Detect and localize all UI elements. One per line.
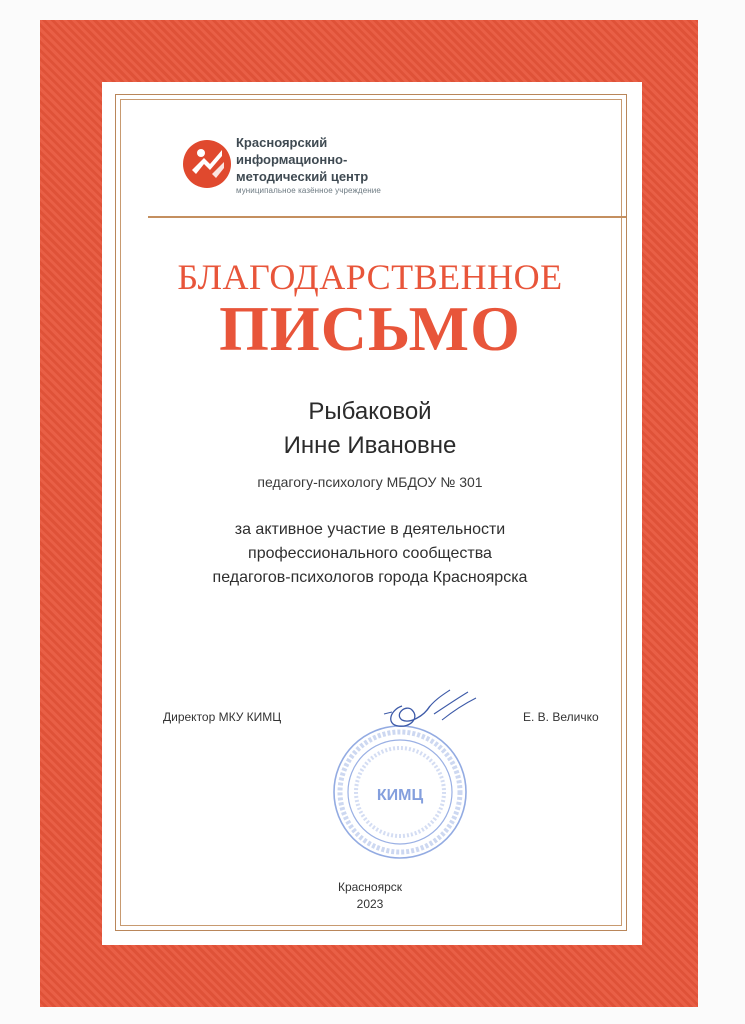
footer-city: Красноярск: [337, 880, 403, 894]
handwritten-signature: [372, 684, 482, 734]
merit-line-2: профессионального сообщества: [248, 545, 492, 562]
recipient-surname: Рыбаковой: [308, 398, 432, 425]
org-name: [236, 134, 368, 185]
signatory-role: Директор МКУ КИМЦ: [163, 710, 282, 724]
footer-year: 2023: [356, 897, 384, 911]
org-name-line-2: информационно-: [236, 152, 348, 167]
title-line-1: БЛАГОДАРСТВЕННОЕ: [177, 257, 563, 297]
recipient-given-names: Инне Ивановне: [283, 432, 457, 459]
merit-line-3: педагогов-психологов города Красноярска: [212, 569, 528, 586]
official-seal-stamp: [330, 722, 470, 862]
recipient-position: педагогу-психологу МБДОУ № 301: [257, 474, 483, 490]
title-line-2: ПИСЬМО: [219, 293, 521, 364]
header-divider: [148, 216, 626, 218]
merit-text: [100, 518, 640, 590]
org-name-line-1: Красноярский: [236, 135, 328, 150]
org-name-line-3: методический центр: [236, 169, 369, 184]
signatory-name: Е. В. Величко: [523, 710, 599, 724]
org-subtitle: муниципальное казённое учреждение: [236, 186, 381, 195]
kimc-logo-icon: [182, 134, 232, 192]
merit-line-1: за активное участие в деятельности: [234, 521, 506, 538]
seal-center-text: КИМЦ: [376, 787, 424, 804]
